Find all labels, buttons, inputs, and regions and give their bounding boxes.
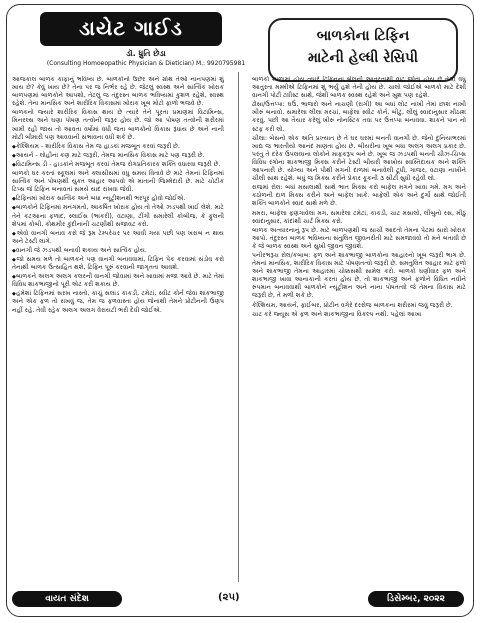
recipe-heading-line2: માટેની હેલ્ધી રેસિપી — [307, 50, 419, 66]
author-credential: (Consulting Homoeopathic Physician & Dietician) M.: 9920795981 — [46, 60, 246, 67]
footer — [8, 589, 470, 611]
page-title: ડાયેટ ગાઈડ — [79, 16, 183, 40]
paragraph: બાળકો ઘર કરતાં સ્કૂલમાં અને ક્લાસીસમાં વધુ સમય વિતાવે છે માટે તેમનાં ટિફિનમાં સાત્વિક અને પોષણથી યુક્ત આહાર આપવો એ માતાની જિમ્મેદારી છે. માટે ચોટીક ટિપ્સ જે ટિફિન બનાવતાં સમયે યાદ રાખવા જેવી. — [12, 170, 224, 194]
right-column — [252, 76, 466, 320]
bullet-paragraph: ◆ એવો વાનગી બનાવ કરો જે રૂમ ટેમ્પરેચર પર આવી ગયા પછી પણ ખરાબ ન થાય અને ટેસ્ટી લાગે. — [12, 230, 224, 246]
recipe-heading-box — [268, 18, 458, 82]
paragraph: ઢોંસા/ઉત્તપ્પા: ઘઉં, ભાજરો અને નાચણી (રાગી) આ બધાં લોટ નાખી તેમાં છાશ નાખી ખીરું બનાવો. સમારેલા લીલા મરચાં, બાફેલા સ્વીટ કોર્ન, બીટું, લીલું સ્વાદાનુસાર મીઠાશ કરવું. પછી આ તૈયાર કરેલું ખીરું નોનસ્ટિક તવા પર ઉત્તપ્પા બનાવવા. શાકને પાન નો સ્ટફ કરી લો. — [252, 101, 466, 133]
bullet-paragraph: ◆ આયર્ન - લોહીના કણ માટે જરૂરી, તેમજ માનસિક વિકાસ માટે પણ જરૂરી છે. — [12, 152, 224, 160]
left-column — [12, 76, 224, 316]
bullet-paragraph: ◆ હંમેશાં ટિફિનમાં સરખ નાસ્તો, કાચું સલાડ કાકડી, ટમેટાં, સ્વીટ કોર્ન જેવા શાકભાજી અને એક ફળ તો રાખવું જ, તેમ જ ફળવાસ્તા હોય જેનાથી તેમને પ્રોટીનની ઉણપ નહીં રહે. તેવી રહેક અલગ અલગ વેરાયટી ભરી દેવી જોઈએ. — [12, 290, 224, 314]
paragraph: રાજમાં રોલ: બધાં મસાલાથી સાથે ભાત મિક્સ કરો બાફેલ મગને ખાવા ગમે. મગ અને કઠોળની દાળ મિક્સ કરીને અને બાફેલ ખાકે. બાફેલી એક અને દુર્ગો સાથે જોઈતી શક્તિ બાળકોને સ્વાદ સાથે મળે છે. — [252, 184, 466, 208]
bullet-paragraph: ◆ વાનગી જે ઝડપથી બનાવી શકાય અને સાત્વિક હોય. — [12, 247, 224, 255]
page-number: (૨૫) — [218, 592, 240, 603]
bullet-paragraph: ◆ બાળકોને ટિફિનમાં મનગમતો, આકર્ષિત ખોરાક હોય તો તેઓ ઝડપથી ખાઈ લેશે. માટે તેને કટઆના ફળાદ, સ્લાઈસ (ભાકરી), વટાણા, ટીંગી સમારેલી કોબીજ, કે ફુલની શેપમાં કોબી, કોથમીર કુંદીનાની ચટણીથી સજાવટ કરો. — [12, 204, 224, 228]
bullet-paragraph: ◆ કેલ્શિયમ - શારીરિક વિકાસ તેમ જ હાડકાં મજબૂત કરવાં જરૂરી છે. — [12, 143, 224, 151]
bullet-paragraph: ◆ વિટામિન્સ ડી - હાડકાંને મજબૂત કરવાં તેમજ રોગપ્રતિકારક શક્તિ વધારવા જરૂરી છે. — [12, 161, 224, 169]
paragraph: ચીલા: બેસનો એક અતિ પ્રખ્યાત છે તે ઘર ઘરમાં બનતી વાનગી છે. જેનો દુનિયાભરમાં ખાદ્ય જ ભારતીયો આનંદ માણતા હોય છે. બીયરીના ખૂબ બધા અલગ અલગ પ્રકાર છે. પરંતુ તે દરેક ઉપલવ્ધના લોકોને માફકરૂપ બને છે. ખૂબ જ ઝડપથી બનતી ચીઝ-ચિપ્સ વિવિધ રંગોના શાકભાજી મિક્સ કરીને ટેસ્ટી બીયરી આખોય સ્વસ્તિદાયક અને શક્તિ આપનારી છે. યોગ્યા અને પીથી મગની દાળમાં બનાવેલી ટૂધી, ગાજર, વટાણા નાખીને ચીલી સાથ રહેશે. બધું જ મિક્સ કરીને પ્રેકાર કૂકની ૩ સીટી સુધી રહેવી લો. — [252, 134, 466, 183]
recipe-heading-line1: બાળકોના ટિફિન — [316, 28, 410, 44]
bullet-paragraph: ◆ ટિફિનમાં ખોરાક સાત્વિક અને બધા ન્યૂટ્રીશનથી ભરપૂર હોવો જોઈએ. — [12, 195, 224, 203]
author-name: ડૉ. ધ્રુતિ છેડા — [126, 49, 166, 58]
title-banner — [40, 12, 222, 46]
paragraph: કેલ્શિયમ, આયર્ન, ફાઈબર, પ્રોટીન વગેરે દરરોજ બાળકના શરીરમાં જવું જરૂરી છે. — [252, 301, 453, 309]
issue-date: ડિસેમ્બર, ૨૦૨૨ — [368, 591, 464, 607]
paragraph: પનીરભરૂચ રોલ/કબાબ: ફળ અને શાકભાજી બાળકોના આહારનો ખૂબ જરૂરી ભાગ છે. તેમનાં માનસિક, શારીરિક વિકાસ માટે પોષણતત્વો જરૂરી છે. સમતુલિત આહાર માટે ફળો અને શાકભાજી તેમના આહારમાં ચોક્કસથી સામેલ કરો. બાળકો ઘણીવાર ફળ અને શાકભાજી ખાવા આનાકાની કરતા હોય છે. તો શાકભાજી અને ફળોને વિધિત નવીને રુપમાન બનાવવાથી બાળકોને ન્યૂટ્રીશન અને નાના પોષતત્વો જે તેમના વિકાસ માટે જરૂરી છે, તે મળી શકે છે. — [252, 251, 466, 300]
paragraph: બાળકો શાળામાં હોય ત્યારે ટિફિનના બેલની આતુરતાથી વાટ જોતા હોય છે તેથી વધુ આતુરતા મમ્મીએ ટિફિનમાં શું ભર્યું હશે તેની હોય છે. ચાલો જોઈએ બાળકો માટે દેશી વાનગી પોટી ટ્વીસ્ટ સાથે, જેથી બાળક સ્વસ્થ રહેશે અને ખુશ પણ રહેશે. — [252, 76, 466, 100]
paragraph: આજકાલ બાળક કાફાનું ભવિષ્ય છે. બાળકોનો ઉછેર અને ગ્રોથ તેઓ નાનપણમાં શું ખાય છે? કેવું ખાય છે? તેના પર જ નિર્ભર રહે છે. જેટલું સ્વસ્થ અને સાત્વિક ખોરાક બાળપણમાં બાળકોને આપશો, તેટલું જ તંદુરસ્ત બાળક ભવિષ્યમાં કુશળ રહેશે, સ્વસ્થ રહેશે. તેના માનસિક અને શારીરિક વિકાસમાં ખોરાક ખૂબ મોટો ફાળો ભજવે છે. — [12, 76, 224, 108]
paragraph: ચાટ કરે જ્યૂસ એ ફળ અને શાકભાજીના વિકલ્પ નથી. પહેલાં આખા — [252, 310, 422, 318]
paragraph: મમરા, બાફેલા ફણગાવેલા મગ, સમારેલા ટમેટાં, કાકડી, ચાટ મસાલો, લીંબુનો રસ, મીઠું સ્વાદાનુસાર, કાંદાંથી ચાર્ટ મિક્સ કરો. — [252, 209, 466, 225]
bullet-paragraph: ◆ જો સમય મળે તો બાળકને પણ વાનગી બનાવવામાં, ટિફિન પેક કરવામાં સંડોવ કરો તેનાથી બાળક ઉત્સાહિત થશે, ટિફિન પૂરું કરવાની જાગૃતતા આવશે. — [12, 256, 224, 272]
magazine-name: વાયત સંદેશ — [12, 591, 122, 607]
paragraph: બાળકનો જ્યારે શારીરિક વિકાસ થાય છે ત્યારે તેને પૂરતા પ્રમાણમાં વિટામિન્સ, મિનરલ્સ અને ઘણા પોષણ તત્વોની જરૂર હોય છે. જો આ પોષણ તત્વોની શરીરમાં ખામી રહી જાય તો આવતા વર્ષોમાં વધી જતા બાળકોનો વિકાસ રૂંધાય છે અને નાની મોટી બીમારી પણ આવવાની સંભાવના વધી શકે છે. — [12, 109, 224, 141]
paragraph: બાળક અત્યારનાનું રૂપ છે. માટે બાળપણથી જ સાચી આદતો તેમના પેટમાં સારો ખોરાક આપો. તંદુરસ્ત બાળક ભવિષ્યના સંતુલિત જીવનરીતી માટે સમજાવવો તો મને બતાવી છે કે જે બાળક સ્વસ્થ અને સુખી જીવન જીવશે. — [252, 226, 466, 250]
bullet-paragraph: ◆ બાળકને અલગ અલગ કલરની વાનગી જોવામાં અને ખાવામાં મજા આવે છે. માટે તેમાં વિવિધ શાકભાજીનો પૂરી એટ કરી શકાય છે. — [12, 273, 224, 289]
column-divider — [238, 72, 239, 582]
